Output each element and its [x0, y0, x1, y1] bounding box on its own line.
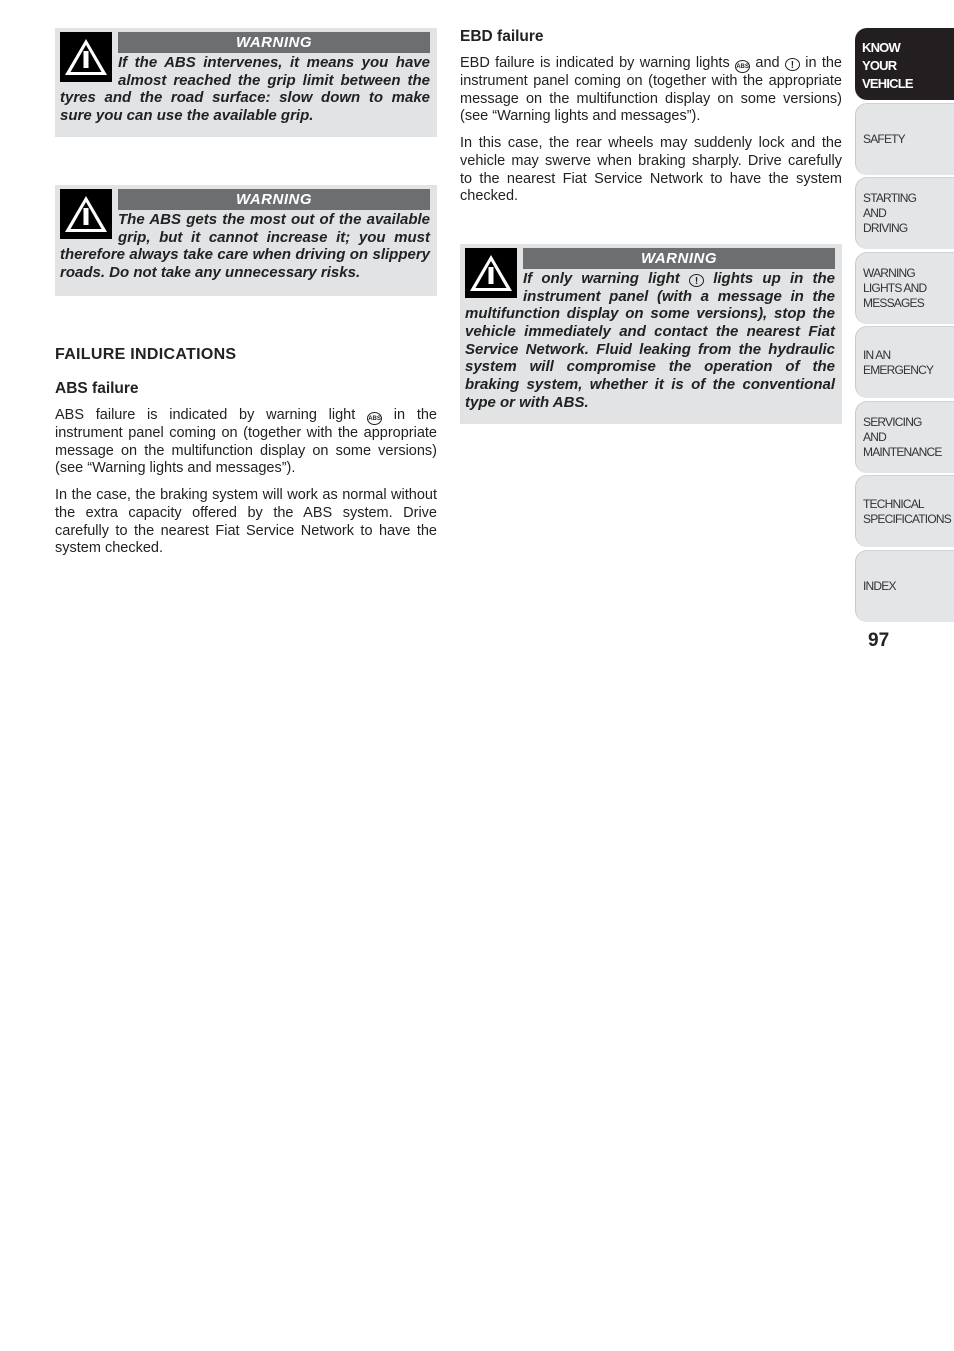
abs-failure-paragraph-2: In the case, the braking system will work as normal without the extra capacity offered by the ABS system. Drive carefully to the nearest Fiat Service Network to have the system checked.: [55, 487, 437, 557]
page-number: 97: [868, 630, 890, 651]
tab-label: STARTING AND DRIVING: [863, 191, 917, 235]
tab-label: IN AN EMERGENCY: [863, 347, 934, 377]
tab-label: INDEX: [863, 578, 896, 593]
abs-warning-light-icon: ABS: [735, 60, 750, 73]
brake-warning-light-icon: !: [785, 58, 800, 71]
warning-text: If the ABS intervenes, it means you have almost reached the grip limit between the tyres and the road surface: slow down to make sure you can use the available grip.: [60, 54, 430, 125]
subheading-abs-failure: ABS failure: [55, 380, 139, 397]
warning-box-abs-intervenes: [55, 28, 437, 137]
tab-label: WARNING LIGHTS AND MESSAGES: [863, 265, 927, 310]
ebd-failure-paragraph-1: [460, 55, 842, 126]
tab-label: KNOW YOUR VEHICLE: [862, 40, 913, 91]
left-column: [55, 28, 437, 558]
ebd-failure-text-a: EBD failure is indicated by warning lights: [460, 55, 730, 71]
warning-heading: WARNING: [118, 189, 430, 210]
tab-label: TECHNICAL SPECIFICATIONS: [863, 496, 951, 526]
warning-text: [465, 270, 835, 412]
tab-index[interactable]: [855, 550, 954, 622]
warning-box-brake-light: [460, 244, 842, 424]
abs-failure-paragraph-1: [55, 407, 437, 478]
tab-know-your-vehicle[interactable]: [855, 28, 954, 100]
tab-warning-lights-and-messages[interactable]: [855, 252, 954, 324]
abs-failure-text-a: ABS failure is indicated by warning light: [55, 407, 356, 423]
chapter-tabs: [855, 28, 954, 624]
tab-safety[interactable]: [855, 103, 954, 175]
tab-in-an-emergency[interactable]: [855, 326, 954, 398]
abs-warning-light-icon: ABS: [367, 412, 382, 425]
warning-triangle-icon: [60, 32, 112, 82]
tab-starting-and-driving[interactable]: [855, 177, 954, 249]
tab-label: SERVICING AND MAINTENANCE: [863, 414, 942, 459]
right-column: [460, 28, 842, 424]
warning-box-abs-grip: [55, 185, 437, 296]
ebd-failure-text-and: and: [755, 55, 780, 71]
ebd-failure-text-b: in the instrument panel coming on (together with the appropriate message on the multifunction display on some versions) (see “Warning lights and messages”).: [460, 55, 843, 125]
warning-text: The ABS gets the most out of the available grip, but it cannot increase it; you must therefore always take care when driving on slippery roads. Do not take any unnecessary risks.: [60, 211, 430, 282]
section-title-failure-indications: FAILURE INDICATIONS: [55, 346, 237, 363]
warning-text-b: lights up in the instrument panel (with a message in the multifunction display on some versions), stop the vehicle immediately and contact the nearest Fiat Service Network. Fluid leaking from the hydraulic system will compromise the operation of the braking system, whether it is of the conventional type or with ABS.: [465, 269, 835, 411]
subheading-ebd-failure: EBD failure: [460, 28, 544, 45]
warning-triangle-icon: [60, 189, 112, 239]
abs-failure-text-b: in the instrument panel coming on (together with the appropriate message on the multifunction display on some versions) (see “Warning lights and messages”).: [55, 407, 437, 477]
warning-text-a: If only warning light: [523, 269, 680, 287]
tab-technical-specifications[interactable]: [855, 475, 954, 547]
warning-heading: WARNING: [523, 248, 835, 269]
brake-warning-light-icon: !: [689, 274, 704, 287]
tab-servicing-and-maintenance[interactable]: [855, 401, 954, 473]
warning-triangle-icon: [465, 248, 517, 298]
tab-label: SAFETY: [863, 131, 905, 146]
ebd-failure-paragraph-2: In this case, the rear wheels may suddenly lock and the vehicle may swerve when braking sharply. Drive carefully to the nearest Fiat Service Network to have the system checked.: [460, 135, 842, 205]
warning-heading: WARNING: [118, 32, 430, 53]
